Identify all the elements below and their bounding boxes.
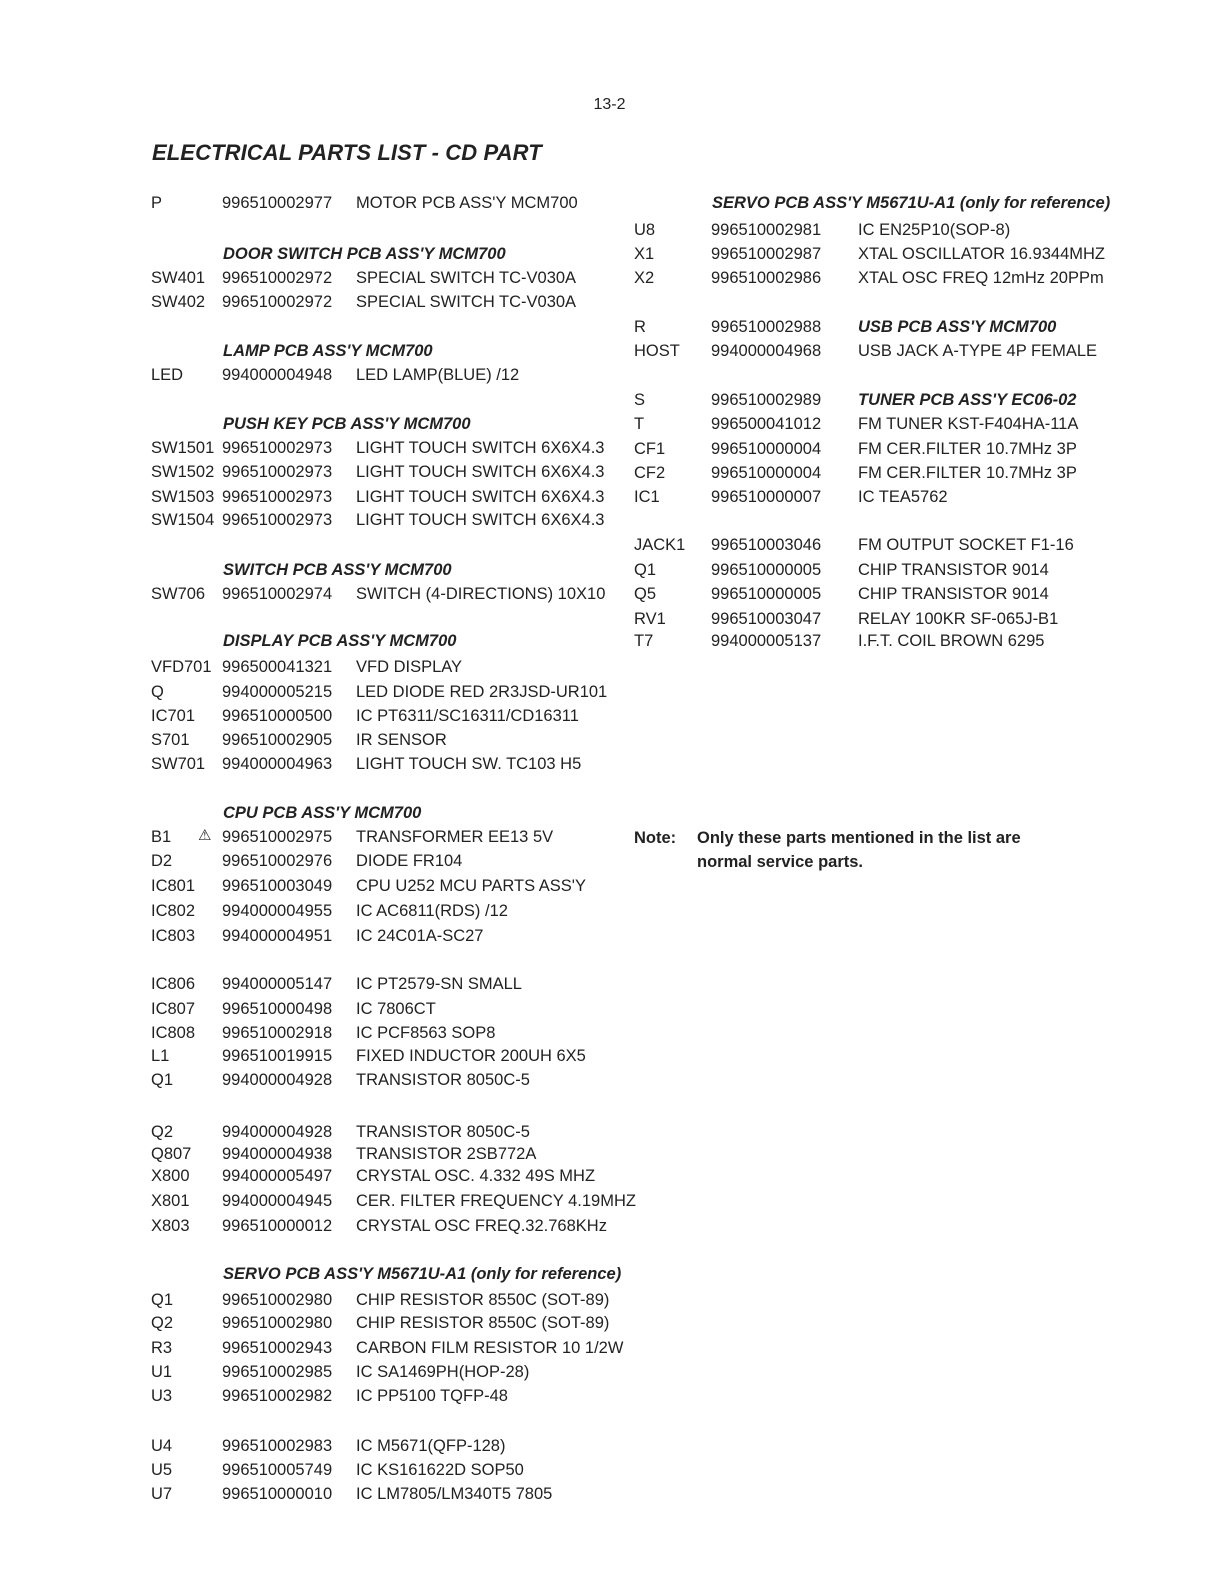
part-number: 994000005215 <box>222 683 333 701</box>
part-ref: SW402 <box>151 293 206 311</box>
part-description: IC EN25P10(SOP-8) <box>858 221 1011 239</box>
part-description: CARBON FILM RESISTOR 10 1/2W <box>356 1339 624 1357</box>
part-ref: U7 <box>151 1485 173 1503</box>
part-ref: IC802 <box>151 902 196 920</box>
part-number: 996510000005 <box>711 561 822 579</box>
part-ref: X2 <box>634 269 655 287</box>
part-description: FM OUTPUT SOCKET F1-16 <box>858 536 1074 554</box>
door-switch-header: DOOR SWITCH PCB ASS'Y MCM700 <box>223 245 506 263</box>
part-number: 996510002976 <box>222 852 333 870</box>
part-number: 994000004968 <box>711 342 822 360</box>
part-description: FM CER.FILTER 10.7MHz 3P <box>858 440 1077 458</box>
part-number: 994000004945 <box>222 1192 333 1210</box>
part-description: IC PT2579-SN SMALL <box>356 975 522 993</box>
lamp-header: LAMP PCB ASS'Y MCM700 <box>223 342 433 360</box>
part-description: USB JACK A-TYPE 4P FEMALE <box>858 342 1098 360</box>
part-description: CRYSTAL OSC. 4.332 49S MHZ <box>356 1167 596 1185</box>
part-ref: VFD701 <box>151 658 212 676</box>
part-number: 996500041321 <box>222 658 333 676</box>
part-description: IC PT6311/SC16311/CD16311 <box>356 707 579 725</box>
part-description: CHIP RESISTOR 8550C (SOT-89) <box>356 1291 610 1309</box>
page-number: 13-2 <box>593 96 626 113</box>
part-number: 996510002972 <box>222 269 333 287</box>
part-ref: LED <box>151 366 184 384</box>
part-number: 996510000012 <box>222 1217 333 1235</box>
part-number: 996510002987 <box>711 245 822 263</box>
part-description: LIGHT TOUCH SWITCH 6X6X4.3 <box>356 463 605 481</box>
part-number: 996510002981 <box>711 221 822 239</box>
part-description: IC PP5100 TQFP-48 <box>356 1387 508 1405</box>
part-description: IC KS161622D SOP50 <box>356 1461 524 1479</box>
part-number: 996510000498 <box>222 1000 333 1018</box>
part-number: 996510000007 <box>711 488 822 506</box>
part-number: 994000004928 <box>222 1123 333 1141</box>
part-ref: Q1 <box>151 1291 174 1309</box>
part-description: IC LM7805/LM340T5 7805 <box>356 1485 553 1503</box>
part-ref: Q1 <box>151 1071 174 1089</box>
part-ref: P <box>151 194 163 212</box>
part-description: IC 7806CT <box>356 1000 436 1018</box>
note-line-1: Only these parts mentioned in the list are <box>697 829 1021 847</box>
part-description: CHIP TRANSISTOR 9014 <box>858 585 1049 603</box>
part-ref: SW1502 <box>151 463 215 481</box>
part-description: IC PCF8563 SOP8 <box>356 1024 496 1042</box>
part-ref: S <box>634 391 646 409</box>
part-number: 994000004928 <box>222 1071 333 1089</box>
part-ref: U1 <box>151 1363 173 1381</box>
part-ref: SW1501 <box>151 439 215 457</box>
part-number: 994000005147 <box>222 975 333 993</box>
part-ref: Q <box>151 683 164 701</box>
part-number: 996510002905 <box>222 731 333 749</box>
part-number: 996510000004 <box>711 440 822 458</box>
part-description: IC AC6811(RDS) /12 <box>356 902 508 920</box>
part-description: RELAY 100KR SF-065J-B1 <box>858 610 1059 628</box>
part-ref: X1 <box>634 245 655 263</box>
part-ref: X801 <box>151 1192 190 1210</box>
note-label: Note: <box>634 829 677 847</box>
part-description: SWITCH (4-DIRECTIONS) 10X10 <box>356 585 606 603</box>
part-number: 996510002918 <box>222 1024 333 1042</box>
part-ref: B1 <box>151 828 172 846</box>
part-ref: Q1 <box>634 561 657 579</box>
part-description: TRANSFORMER EE13 5V <box>356 828 554 846</box>
part-ref: U8 <box>634 221 656 239</box>
part-description: FM TUNER KST-F404HA-11A <box>858 415 1079 433</box>
part-number: 994000005497 <box>222 1167 333 1185</box>
part-description: DIODE FR104 <box>356 852 463 870</box>
part-number: 996510005749 <box>222 1461 333 1479</box>
part-ref: T7 <box>634 632 654 650</box>
part-number: 996510003047 <box>711 610 822 628</box>
part-ref: CF2 <box>634 464 666 482</box>
page-title: ELECTRICAL PARTS LIST - CD PART <box>152 140 542 165</box>
part-ref: IC801 <box>151 877 196 895</box>
part-number: 996510002988 <box>711 318 822 336</box>
note-line-2: normal service parts. <box>697 853 863 871</box>
part-description: IC SA1469PH(HOP-28) <box>356 1363 530 1381</box>
part-ref: R <box>634 318 646 336</box>
part-ref: Q5 <box>634 585 657 603</box>
part-number: 996510002973 <box>222 511 333 529</box>
part-number: 994000004938 <box>222 1145 333 1163</box>
part-number: 996510002973 <box>222 488 333 506</box>
part-description: CRYSTAL OSC FREQ.32.768KHz <box>356 1217 607 1235</box>
part-ref: SW401 <box>151 269 206 287</box>
part-number: 996510019915 <box>222 1047 333 1065</box>
part-description: TRANSISTOR 8050C-5 <box>356 1071 530 1089</box>
part-description: IC M5671(QFP-128) <box>356 1437 506 1455</box>
servo-header-left: SERVO PCB ASS'Y M5671U-A1 (only for reference) <box>223 1265 622 1283</box>
part-ref: RV1 <box>634 610 666 628</box>
part-description: XTAL OSCILLATOR 16.9344MHZ <box>858 245 1105 263</box>
part-description: CER. FILTER FREQUENCY 4.19MHZ <box>356 1192 636 1210</box>
part-number: 996510002977 <box>222 194 333 212</box>
part-number: 994000004948 <box>222 366 333 384</box>
part-number: 996510000010 <box>222 1485 333 1503</box>
part-ref: Q2 <box>151 1314 174 1332</box>
part-number: 996510002983 <box>222 1437 333 1455</box>
tuner-header: TUNER PCB ASS'Y EC06-02 <box>858 391 1077 409</box>
part-ref: IC807 <box>151 1000 196 1018</box>
part-number: 994000005137 <box>711 632 822 650</box>
part-number: 994000004955 <box>222 902 333 920</box>
part-description: CPU U252 MCU PARTS ASS'Y <box>356 877 586 895</box>
part-ref: HOST <box>634 342 680 360</box>
servo-header-right: SERVO PCB ASS'Y M5671U-A1 (only for reference) <box>712 194 1111 212</box>
part-ref: S701 <box>151 731 190 749</box>
part-description: CHIP TRANSISTOR 9014 <box>858 561 1049 579</box>
part-description: LIGHT TOUCH SWITCH 6X6X4.3 <box>356 439 605 457</box>
part-ref: SW701 <box>151 755 206 773</box>
part-ref: U5 <box>151 1461 173 1479</box>
part-number: 996510003049 <box>222 877 333 895</box>
part-ref: D2 <box>151 852 173 870</box>
part-ref: U3 <box>151 1387 173 1405</box>
part-description: LED LAMP(BLUE) /12 <box>356 366 520 384</box>
part-number: 996510002985 <box>222 1363 333 1381</box>
part-description: SPECIAL SWITCH TC-V030A <box>356 293 577 311</box>
part-number: 996510002973 <box>222 463 333 481</box>
part-description: I.F.T. COIL BROWN 6295 <box>858 632 1045 650</box>
part-number: 994000004951 <box>222 927 333 945</box>
part-ref: IC806 <box>151 975 196 993</box>
part-description: LIGHT TOUCH SW. TC103 H5 <box>356 755 582 773</box>
cpu-header: CPU PCB ASS'Y MCM700 <box>223 804 422 822</box>
part-number: 996510002986 <box>711 269 822 287</box>
part-number: 996510002973 <box>222 439 333 457</box>
part-ref: SW706 <box>151 585 206 603</box>
part-description: IR SENSOR <box>356 731 447 749</box>
part-description: XTAL OSC FREQ 12mHz 20PPm <box>858 269 1104 287</box>
part-ref: SW1503 <box>151 488 215 506</box>
part-ref: CF1 <box>634 440 666 458</box>
part-ref: R3 <box>151 1339 173 1357</box>
part-number: 996510000004 <box>711 464 822 482</box>
part-number: 996510002982 <box>222 1387 333 1405</box>
part-description: FM CER.FILTER 10.7MHz 3P <box>858 464 1077 482</box>
push-key-header: PUSH KEY PCB ASS'Y MCM700 <box>223 415 471 433</box>
part-ref: Q2 <box>151 1123 174 1141</box>
part-ref: IC1 <box>634 488 660 506</box>
part-number: 996510002975 <box>222 828 333 846</box>
part-description: VFD DISPLAY <box>356 658 463 676</box>
part-ref: U4 <box>151 1437 173 1455</box>
part-number: 994000004963 <box>222 755 333 773</box>
usb-header: USB PCB ASS'Y MCM700 <box>858 318 1057 336</box>
part-description: FIXED INDUCTOR 200UH 6X5 <box>356 1047 586 1065</box>
part-description: LIGHT TOUCH SWITCH 6X6X4.3 <box>356 488 605 506</box>
part-number: 996510002972 <box>222 293 333 311</box>
part-number: 996510002943 <box>222 1339 333 1357</box>
part-ref: T <box>634 415 645 433</box>
part-number: 996510002980 <box>222 1291 333 1309</box>
part-description: TRANSISTOR 8050C-5 <box>356 1123 530 1141</box>
safety-warning-icon: ⚠ <box>198 827 212 844</box>
part-number: 996510000005 <box>711 585 822 603</box>
part-description: IC 24C01A-SC27 <box>356 927 484 945</box>
part-description: TRANSISTOR 2SB772A <box>356 1145 537 1163</box>
part-description: SPECIAL SWITCH TC-V030A <box>356 269 577 287</box>
part-ref: JACK1 <box>634 536 686 554</box>
part-description: IC TEA5762 <box>858 488 948 506</box>
part-ref: IC803 <box>151 927 196 945</box>
part-description: LED DIODE RED 2R3JSD-UR101 <box>356 683 608 701</box>
part-ref: SW1504 <box>151 511 215 529</box>
part-number: 996510000500 <box>222 707 333 725</box>
part-ref: Q807 <box>151 1145 192 1163</box>
switch-header: SWITCH PCB ASS'Y MCM700 <box>223 561 452 579</box>
part-ref: IC701 <box>151 707 196 725</box>
part-ref: L1 <box>151 1047 170 1065</box>
part-ref: IC808 <box>151 1024 196 1042</box>
part-number: 996500041012 <box>711 415 822 433</box>
part-number: 996510002980 <box>222 1314 333 1332</box>
part-description: CHIP RESISTOR 8550C (SOT-89) <box>356 1314 610 1332</box>
part-number: 996510002974 <box>222 585 333 603</box>
part-number: 996510003046 <box>711 536 822 554</box>
part-number: 996510002989 <box>711 391 822 409</box>
part-description: LIGHT TOUCH SWITCH 6X6X4.3 <box>356 511 605 529</box>
part-ref: X800 <box>151 1167 190 1185</box>
display-header: DISPLAY PCB ASS'Y MCM700 <box>223 632 457 650</box>
part-ref: X803 <box>151 1217 190 1235</box>
part-description: MOTOR PCB ASS'Y MCM700 <box>356 194 578 212</box>
